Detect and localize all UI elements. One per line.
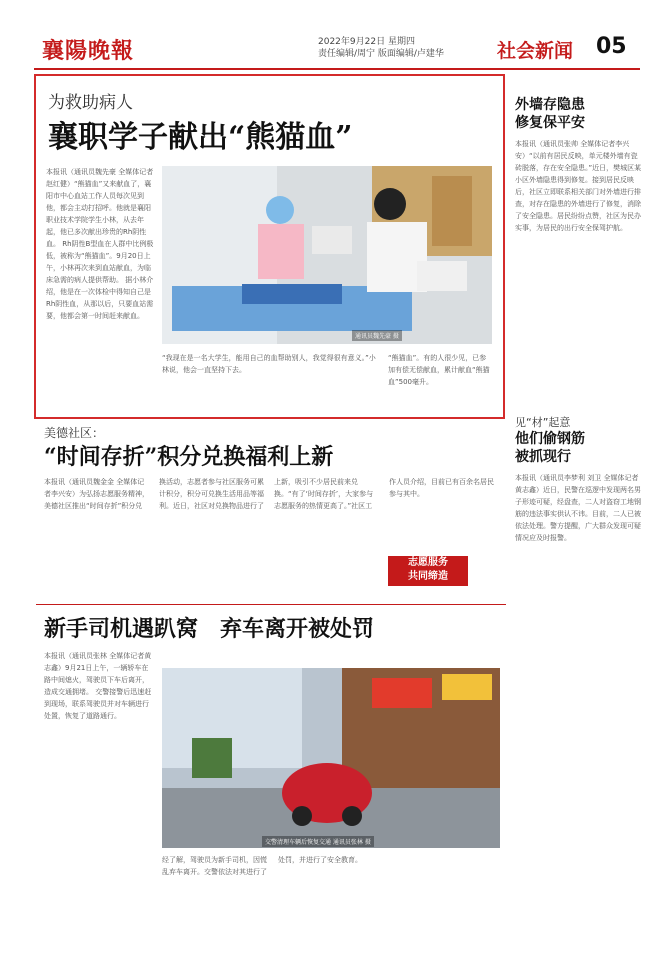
side2-title-1: 他们偷钢筋 [515,431,585,447]
bottom-headline: 新手司机遇趴窝 弃车离开被处罚 [44,616,375,642]
lead-body-col3: “熊猫血”。有的人很少见，已参加有偿无偿献血，累计献血“熊猫血”500毫升。 [388,354,490,386]
tow-truck-photo [162,668,500,848]
mid-body: 本报讯（通讯员魏金金 全媒体记者李兴安）为弘扬志愿服务精神，美德社区推出“时间存折”积分兑换活动，志愿者参与社区服务可累计积分，积分可兑换生活用品等福利。近日，社区对兑换物品进行了上新，吸引不少居民前来兑换。“有了‘时间存折’，大家参与志愿服务的热情更高了。”社区工作人员介绍，目前已有百余名居民参与其中。 [44,478,494,510]
lead-article [34,74,505,419]
blood-donation-photo [162,166,492,344]
side1-title-2: 修复保平安 [515,115,585,131]
bottom-body-col1: 本报讯（通讯员张林 全媒体记者黄志鑫）9月21日上午，一辆轿车在路中间熄火，驾驶员下车后离开，造成交通拥堵。 交警接警后迅速赶到现场，联系驾驶员并对车辆进行处置，恢复了道路通行。 [44,652,152,720]
mid-kicker: 美德社区： [44,426,105,440]
bottom-story [36,604,506,934]
lead-body-col1: 本报讯（通讯员魏先豪 全媒体记者赵红健）“熊猫血”又来献血了，襄阳市中心血站工作人员每次见到他，都会主动打招呼。他就是襄阳职业技术学院学生小林，从去年起，他已多次献出珍贵的Rh阴性血。 Rh阴性B型血在人群中比例极低，被称为“熊猫血”。9月20日上午，小林再次来到血站献血，为临床急需的病人提供帮助。 据小林介绍，他是在一次体检中得知自己是Rh阴性血，从那以后，只要血站需要，他都会第一时间赶来献血。 [46,168,154,320]
volunteer-badge: 志愿服务 共同缔造 [388,556,468,586]
masthead-logo: 襄陽晚報 [42,38,135,64]
date-line: 2022年9月22日 星期四 [318,37,415,47]
bottom-photo-caption: 交警清理车辆后恢复交通 通讯员张林 摄 [262,836,374,847]
section-rule [36,604,506,605]
header-meta [318,36,444,60]
side1-body: 本报讯（通讯员张帅 全媒体记者李兴安）“以前有居民反映，单元楼外墙有瓷砖脱落，存在安全隐患。”近日，樊城区某小区外墙隐患得到修复。接到居民反映后，社区立即联系相关部门对外墙进行排查，对存在隐患的外墙进行了修复，消除了安全隐患。居民纷纷点赞，社区为民办实事，为居民的出行安全保驾护航。 [515,140,642,232]
page-number: 05 [596,34,627,59]
lead-kicker: 为救助病人 [48,93,133,113]
lead-body-col2: “我现在是一名大学生，能用自己的血帮助别人，我觉得很有意义。”小林说，他会一直坚持下去。 [162,354,376,374]
header-rule [34,68,640,70]
lead-headline: 襄职学子献出“熊猫血” [48,120,353,155]
side-story-1 [515,96,643,366]
side2-body: 本报讯（通讯员李梦利 刘卫 全媒体记者黄志鑫）近日，民警在巡逻中发现两名男子形迹可疑，经盘查，二人对盗窃工地钢筋的违法事实供认不讳。目前，二人已被依法处理。警方提醒，广大群众发现可疑情况应及时报警。 [515,474,641,542]
side2-title-2: 被抓现行 [515,449,571,465]
editor-line: 责任编辑/周宁 版面编辑/卢建华 [318,49,444,59]
bottom-body-col2: 经了解，驾驶员为新手司机，因慌乱弃车离开。交警依法对其进行了处罚，并进行了安全教育。 [162,856,362,876]
side2-kicker: 见“材”起意 [515,416,571,429]
side-story-2 [515,414,643,872]
lead-photo [162,166,492,344]
bottom-photo [162,668,500,848]
lead-photo-caption: 通讯员魏先豪 摄 [352,330,402,341]
mid-headline: “时间存折”积分兑换福利上新 [44,444,334,470]
side1-title-1: 外墙存隐患 [515,97,585,113]
section-name: 社会新闻 [497,40,574,62]
mid-story [36,420,506,600]
